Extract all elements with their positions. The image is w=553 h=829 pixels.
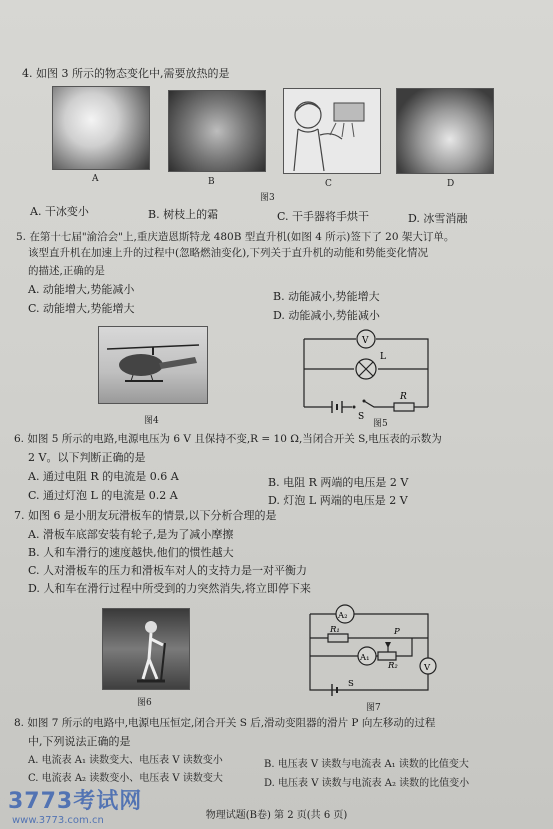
q4-option-a: A. 干冰变小	[30, 205, 89, 218]
voltmeter-label: V	[362, 336, 369, 346]
fig6-caption: 图6	[137, 698, 152, 708]
q8-stem-line-2: 中,下列说法正确的是	[28, 735, 131, 748]
watermark-brand: 3773考试网	[8, 789, 143, 814]
slider-p-label: P	[394, 627, 400, 637]
fig5-caption: 图5	[373, 419, 388, 429]
watermark	[8, 784, 142, 826]
q7-option-b: B. 人和车滑行的速度越快,他们的惯性越大	[28, 546, 234, 559]
q6-option-a: A. 通过电阻 R 的电流是 0.6 A	[28, 470, 179, 483]
q6-stem-line-1: 6. 如图 5 所示的电路,电源电压为 6 V 且保持不变,R = 10 Ω,当闭合开关 S,电压表的示数为	[14, 433, 442, 445]
q5-option-a: A. 动能增大,势能减小	[28, 283, 135, 296]
q7-option-a: A. 滑板车底部安装有轮子,是为了减小摩擦	[28, 528, 234, 541]
ammeter-a2-label: A₂	[338, 611, 348, 621]
q4-option-d: D. 冰雪消融	[408, 212, 468, 225]
q4-label-b: B	[208, 177, 215, 187]
q8-option-b: B. 电压表 V 读数与电流表 A₁ 读数的比值变大	[264, 759, 469, 770]
fig3-caption: 图3	[260, 193, 275, 203]
photo-frost-branch	[168, 90, 266, 172]
q4-label-c: C	[325, 179, 332, 189]
q6-option-b: B. 电阻 R 两端的电压是 2 V	[268, 476, 409, 489]
q5-stem-line-1: 5. 在第十七届"渝洽会"上,重庆造恩斯特龙 480B 型直升机(如图 4 所示)签下了 20 架大订单。	[16, 231, 455, 243]
q8-option-a: A. 电流表 A₁ 读数变大、电压表 V 读数变小	[28, 755, 223, 766]
q7-option-d: D. 人和车在滑行过程中所受到的力突然消失,将立即停下来	[28, 582, 311, 595]
q4-option-b: B. 树枝上的霜	[148, 208, 219, 221]
lamp-label: L	[380, 352, 386, 362]
q4-stem: 4. 如图 3 所示的物态变化中,需要放热的是	[22, 67, 230, 80]
q5-stem-line-2: 该型直升机在加速上升的过程中(忽略燃油变化),下列关于直升机的动能和势能变化情况	[28, 247, 429, 259]
q5-option-b: B. 动能减小,势能增大	[273, 290, 380, 303]
q7-option-c: C. 人对滑板车的压力和滑板车对人的支持力是一对平衡力	[28, 564, 308, 577]
q8-option-d: D. 电压表 V 读数与电流表 A₂ 读数的比值变小	[264, 778, 470, 789]
helicopter-sketch	[99, 327, 207, 403]
scooter-sketch	[103, 609, 189, 689]
photo-melting-snow	[396, 88, 494, 174]
watermark-url: www.3773.com.cn	[12, 815, 104, 826]
ammeter-a1-label: A₁	[360, 653, 370, 663]
fig4-caption: 图4	[144, 416, 159, 426]
circuit-fig5	[298, 325, 434, 422]
q6-option-c: C. 通过灯泡 L 的电流是 0.2 A	[28, 489, 178, 502]
q8-option-c: C. 电流表 A₂ 读数变小、电压表 V 读数变大	[28, 773, 223, 784]
photo-dry-ice	[52, 86, 150, 170]
voltmeter-label: V	[424, 663, 431, 673]
photo-helicopter	[98, 326, 208, 404]
resistor-label: R	[400, 392, 407, 402]
page-footer: 物理试题(B卷) 第 2 页(共 6 页)	[205, 810, 348, 821]
q5-option-d: D. 动能减小,势能减小	[273, 309, 380, 322]
q5-option-c: C. 动能增大,势能增大	[28, 302, 135, 315]
photo-scooter-child	[102, 608, 190, 690]
switch-label: S	[358, 412, 365, 422]
photo-hand-dryer	[283, 88, 381, 174]
q7-stem: 7. 如图 6 是小朋友玩滑板车的情景,以下分析合理的是	[14, 509, 277, 522]
switch-label: S	[348, 679, 354, 689]
q4-label-a: A	[92, 174, 99, 184]
fig7-caption: 图7	[366, 703, 381, 713]
circuit-fig7	[302, 604, 438, 696]
q4-label-d: D	[447, 179, 455, 189]
hand-dryer-sketch	[284, 89, 380, 173]
q8-stem-line-1: 8. 如图 7 所示的电路中,电源电压恒定,闭合开关 S 后,滑动变阻器的滑片 P 向左移动的过程	[14, 717, 436, 729]
r1-label: R₁	[330, 625, 340, 635]
q6-stem-line-2: 2 V。以下判断正确的是	[28, 451, 146, 464]
r2-label: R₂	[388, 661, 398, 671]
q6-option-d: D. 灯泡 L 两端的电压是 2 V	[268, 494, 408, 507]
q5-stem-line-3: 的描述,正确的是	[28, 265, 105, 277]
q4-option-c: C. 干手器将手烘干	[277, 210, 370, 223]
